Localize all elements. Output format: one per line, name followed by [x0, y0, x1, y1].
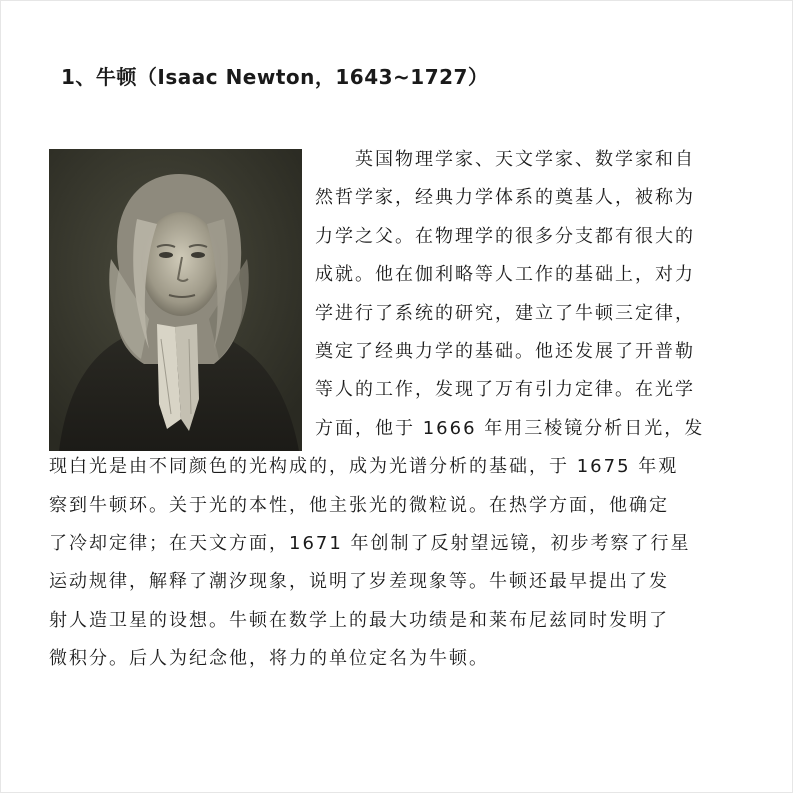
- biography-paragraph: [49, 141, 749, 678]
- paragraph-line: 英国物理学家、天文学家、数学家和自: [355, 149, 695, 170]
- paragraph-line: 了冷却定律；在天文方面，1671 年创制了反射望远镜，初步考察了行星: [49, 532, 691, 554]
- paragraph-line: 然哲学家，经典力学体系的奠基人，被称为: [315, 187, 695, 209]
- paragraph-line: 运动规律，解释了潮汐现象，说明了岁差现象等。牛顿还最早提出了发: [49, 571, 669, 593]
- paragraph-line: 成就。他在伽利略等人工作的基础上，对力: [315, 264, 695, 286]
- paragraph-line: 微积分。后人为纪念他，将力的单位定名为牛顿。: [49, 648, 489, 670]
- paragraph-line: 奠定了经典力学的基础。他还发展了开普勒: [315, 340, 695, 362]
- paragraph-line: 察到牛顿环。关于光的本性，他主张光的微粒说。在热学方面，他确定: [49, 494, 669, 516]
- paragraph-line: 力学之父。在物理学的很多分支都有很大的: [315, 225, 695, 247]
- paragraph-line: 学进行了系统的研究，建立了牛顿三定律，: [315, 302, 695, 324]
- section-heading: 1、牛顿（Isaac Newton，1643~1727）: [61, 65, 489, 89]
- paragraph-line: 射人造卫星的设想。牛顿在数学上的最大功绩是和莱布尼兹同时发明了: [49, 609, 669, 631]
- paragraph-line: 方面，他于 1666 年用三棱镜分析日光，发: [315, 417, 705, 439]
- paragraph-line: 等人的工作，发现了万有引力定律。在光学: [315, 379, 695, 401]
- paragraph-line: 现白光是由不同颜色的光构成的，成为光谱分析的基础，于 1675 年观: [49, 456, 679, 478]
